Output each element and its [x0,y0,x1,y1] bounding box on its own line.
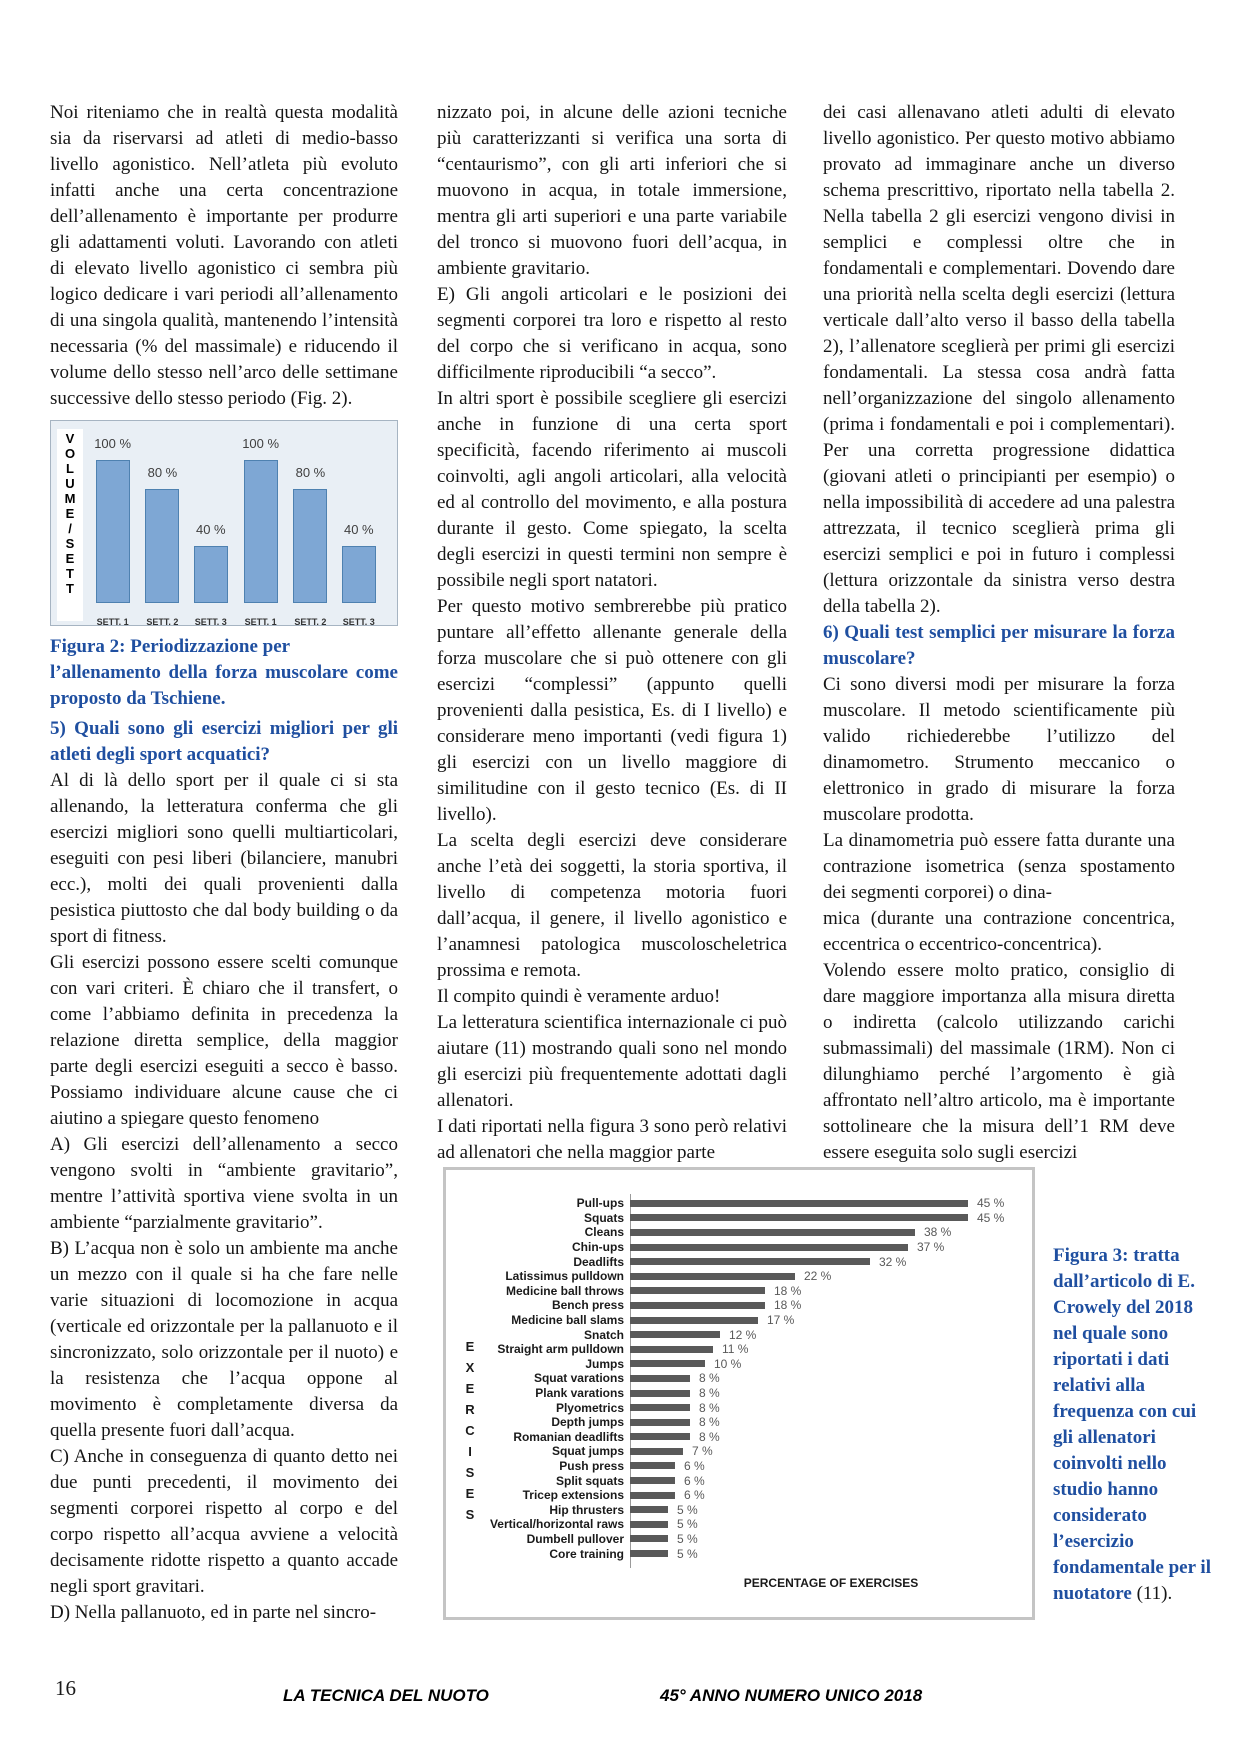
paragraph: C) Anche in conseguenza di quanto detto nei due punti precedenti, il movimento dei segmenti corporei rispetto al corpo e del corpo rispetto all’acqua avviene a velocità decisamente ridotte rispetto a quanto accade negli sport gravitari. [50,1446,398,1597]
bar-row [474,1211,1004,1226]
bar [630,1244,908,1251]
x-tick-label: SETT. 2 [294,617,327,627]
bar [630,1258,870,1265]
category-label: Squat jumps [551,1444,624,1459]
paragraph: A) Gli esercizi dell’allenamento a secco vengono svolti in “ambiente gravitario”, mentre l’attività sportiva viene svolta in un ambiente “parzialmente gravitario”. [50,1134,398,1233]
y-axis-letter: E [65,506,75,521]
bar-value-label: 38 % [924,1225,952,1240]
bar-row [474,1196,1004,1211]
y-axis-letter: E [65,551,75,566]
y-axis-letter: E [465,1339,475,1354]
bar-value-label: 40 % [195,522,226,537]
bar [630,1273,795,1280]
column-1 [50,100,398,1626]
footer-issue-info: 45° ANNO NUMERO UNICO 2018 [660,1686,923,1705]
column-2 [437,100,787,1166]
category-label: Depth jumps [551,1415,624,1430]
figure3-caption-text: Figura 3: tratta dall’articolo di E. Crowely del 2018 nel quale sono riportati i dati relativi alla frequenza con cui gli allenatori coinvolti nello studio hanno considerato l’esercizio fondamentale per il nuotatore [1053,1245,1211,1604]
bar-value-label: 37 % [917,1240,945,1255]
category-label: Latissimus pulldown [505,1269,624,1284]
page-number: 16 [55,1676,76,1700]
bar-value-label: 8 % [699,1429,720,1444]
bar [630,1506,668,1513]
bar-row [474,1269,1004,1284]
paragraph: La letteratura scientifica internazionale ci può aiutare (11) mostrando quali sono nel mondo gli esercizi più frequentemente adottati dagli allenatori. [437,1012,787,1111]
bar-value-label: 8 % [699,1386,720,1401]
bar-value-label: 6 % [684,1488,705,1503]
paragraph: Gli esercizi possono essere scelti comunque con vari criteri. È chiaro che il transfert, o come l’abbiamo definita in precedenza la relazione diretta semplice, della maggior parte degli esercizi eseguiti a secco è basso. Possiamo individuare alcune cause che ci aiutino a spiegare questo fenomeno [50,952,398,1129]
bar-value-label: 32 % [879,1254,907,1269]
x-tick-label: SETT. 1 [244,617,277,627]
bar-group [145,460,179,627]
x-tick-label: SETT. 1 [96,617,129,627]
figure3-rows [474,1196,1004,1561]
figure2-caption-rest: l’allenamento della forza muscolare come proposto da Tschiene. [50,662,398,709]
y-axis-letter: V [65,431,75,446]
category-label: Squat varations [533,1371,624,1386]
bar-row [474,1313,1004,1328]
paragraph: In altri sport è possibile scegliere gli esercizi anche in funzione di una certa sport specificità, facendo riferimento ai muscoli coinvolti, agli angoli articolari, alla velocità ed al controllo del movimento, e alla postura durante il gesto. Come spiegato, la scelta degli esercizi in questi termini non sempre è possibile negli sport natatori. [437,388,787,591]
x-tick-label: SETT. 3 [194,617,227,627]
x-tick-label: SETT. 2 [146,617,179,627]
category-label: Medicine ball slams [511,1313,624,1328]
bar-value-label: 7 % [692,1444,713,1459]
bar-value-label: 5 % [677,1531,698,1546]
bar-row [474,1444,1004,1459]
bar [630,1550,668,1557]
bar-row [474,1240,1004,1255]
paragraph: Noi riteniamo che in realtà questa modalità sia da riservarsi ad atleti di medio-basso livello agonistico. Nell’atleta più evoluto infatti anche una certa concentrazione dell’allenamento è importante per produrre gli adattamenti voluti. Lavorando con atleti di elevato livello agonistico ci sembra più logico dedicare i vari periodi all’allenamento di una singola qualità, mantenendo l’intensità necessaria (% del massimale) e riducendo il volume dello stesso nell’arco delle settimane successive dello stesso periodo (Fig. 2). [50,102,398,409]
category-label: Cleans [584,1225,624,1240]
figure2-y-axis-label [57,429,83,621]
category-label: Chin-ups [572,1240,624,1255]
bar [630,1462,675,1469]
bar-value-label: 11 % [722,1342,749,1357]
bar-value-label: 5 % [677,1502,698,1517]
paragraph: Volendo essere molto pratico, consiglio di dare maggiore importanza alla misura diretta o indiretta (calcolo utilizzando carichi submassimali) del massimale (1RM). Non ci dilunghiamo perché l’argomento è già affrontato nell’altro articolo, ma è importante sottolineare che la misura dell’1 RM deve essere eseguita solo sugli esercizi [823,960,1175,1163]
bar-value-label: 22 % [804,1269,832,1284]
bar-group [94,431,132,627]
y-axis-letter: R [465,1402,475,1417]
bar-row [474,1400,1004,1415]
bar [630,1346,713,1353]
bar-value-label: 8 % [699,1415,720,1430]
category-label: Push press [559,1458,624,1473]
bar-row [474,1254,1004,1269]
paragraph: mica (durante una contrazione concentrica, eccentrica o eccentrico-concentrica). [823,908,1175,955]
bar [630,1477,675,1484]
bar [630,1287,765,1294]
bar [244,460,278,603]
bar-row [474,1284,1004,1299]
bar-value-label: 18 % [774,1298,802,1313]
bar-value-label: 6 % [684,1473,705,1488]
bar-value-label: 17 % [767,1313,795,1328]
bar [630,1229,915,1236]
figure3-caption [1053,1243,1213,1607]
category-label: Core training [549,1546,624,1561]
bar-value-label: 40 % [343,522,374,537]
bar [630,1404,690,1411]
paragraph: D) Nella pallanuoto, ed in parte nel sincro- [50,1602,377,1623]
bar-group [293,460,327,627]
bar-value-label: 45 % [977,1210,1005,1225]
paragraph: E) Gli angoli articolari e le posizioni dei segmenti corporei tra loro e rispetto al resto del corpo che si verificano in acqua, sono difficilmente riproducibili “a secco”. [437,284,787,383]
paragraph: Il compito quindi è veramente arduo! [437,986,721,1007]
category-label: Plyometrics [555,1400,624,1415]
paragraph: nizzato poi, in alcune delle azioni tecniche più caratterizzanti si verifica una sorta di “centaurismo”, con gli arti inferiori che si muovono in acqua, in totale immersione, mentra gli arti superiori e una parte variabile del tronco si muovono fuori dell’acqua, in ambiente gravitario. [437,102,787,279]
bar [145,489,179,603]
bar-value-label: 8 % [699,1400,720,1415]
column-3 [823,100,1175,1166]
bar-row [474,1357,1004,1372]
y-axis-letter: S [465,1465,475,1480]
y-axis-letter: O [64,446,76,461]
y-axis-letter: X [465,1360,475,1375]
bar [630,1375,690,1382]
figure3-chart [443,1167,1035,1620]
bar-row [474,1517,1004,1532]
bar-value-label: 80 % [147,465,178,480]
bar-value-label: 6 % [684,1458,705,1473]
category-label: Plank varations [535,1386,624,1401]
footer-journal-title: LA TECNICA DEL NUOTO [283,1686,489,1705]
category-label: Dumbell pullover [526,1531,624,1546]
bar [630,1535,668,1542]
bar [293,489,327,603]
bar-row [474,1459,1004,1474]
y-axis-letter: / [68,521,72,536]
y-axis-letter: I [468,1444,472,1459]
figure2-chart [50,420,398,626]
section-heading-5: 5) Quali sono gli esercizi migliori per gli atleti degli sport acquatici? [50,718,398,765]
category-label: Jumps [585,1356,624,1371]
figure2-caption [50,634,398,712]
bar [630,1390,690,1397]
paragraph: I dati riportati nella figura 3 sono però relativi ad allenatori che nella maggior parte [437,1116,787,1163]
bar [342,546,376,603]
bar [96,460,130,603]
bar-value-label: 5 % [677,1546,698,1561]
paragraph: Ci sono diversi modi per misurare la forza muscolare. Il metodo scientificamente più valido richiederebbe l’utilizzo del dinamometro. Strumento meccanico o elettronico in grado di misurare la forza muscolare prodotta. [823,674,1175,825]
bar [630,1433,690,1440]
bar-row [474,1502,1004,1517]
y-axis-letter: U [65,476,75,491]
category-label: Vertical/horizontal raws [489,1517,624,1532]
paragraph: La scelta degli esercizi deve considerare anche l’età dei soggetti, la storia sportiva, il livello di competenza motoria fuori dall’acqua, il genere, il livello agonistico e l’anamnesi patologica muscoloscheletrica prossima e remota. [437,830,787,981]
category-label: Split squats [555,1473,624,1488]
category-label: Pull-ups [576,1196,624,1211]
y-axis-letter: C [465,1423,475,1438]
bar [630,1200,968,1207]
figure2-plot-area [83,429,387,627]
bar [630,1360,705,1367]
category-label: Straight arm pulldown [497,1342,624,1357]
paragraph: B) L’acqua non è solo un ambiente ma anche un mezzo con il quale si ha che fare nelle varie situazioni di locomozione in acqua (verticale ed orizzontale per la pallanuoto e il sincronizzato, solo orizzontale per il nuoto) e la resistenza che l’acqua oppone al movimento è completamente diversa da quella presente fuori dall’acqua. [50,1238,398,1441]
figure3-caption-reference: (11). [1131,1583,1173,1604]
figure2-caption-line1: Figura 2: Periodizzazione per [50,636,291,657]
bar-row [474,1430,1004,1445]
bar [630,1214,968,1221]
bar-value-label: 5 % [677,1517,698,1532]
bar-row [474,1415,1004,1430]
bar-row [474,1342,1004,1357]
paragraph: Al di là dello sport per il quale ci si sta allenando, la letteratura conferma che gli esercizi migliori sono quelli multiarticolari, eseguiti con pesi liberi (bilanciere, manubri ecc.), molti dei quali provenienti dalla pesistica piuttosto che dal body building o da sport di fitness. [50,770,398,947]
bar-row [474,1327,1004,1342]
paragraph: Per questo motivo sembrerebbe più pratico puntare all’effetto allenante generale della forza muscolare che si può ottenere con gli esercizi “complessi” (appunto quelli provenienti dalla pesistica, Es. di I livello) e considerare meno importanti (vedi figura 1) gli esercizi con un livello maggiore di similitudine con il gesto tecnico (Es. di II livello). [437,596,787,825]
bar-row [474,1473,1004,1488]
y-axis-letter: E [465,1381,475,1396]
category-label: Medicine ball throws [505,1283,624,1298]
bar-value-label: 100 % [94,436,132,451]
y-axis-letter: T [66,581,74,596]
bar-row [474,1532,1004,1547]
y-axis-letter: M [64,491,76,506]
category-label: Snatch [583,1327,624,1342]
bar-row [474,1488,1004,1503]
bar-row [474,1546,1004,1561]
bar [630,1419,690,1426]
bar-row [474,1386,1004,1401]
category-label: Hip thrusters [549,1502,624,1517]
category-label: Deadlifts [573,1254,624,1269]
bar-row [474,1371,1004,1386]
bar-value-label: 18 % [774,1283,802,1298]
bar-value-label: 10 % [714,1356,742,1371]
bar-value-label: 8 % [699,1371,720,1386]
bar-group [242,431,280,627]
bar-value-label: 12 % [729,1327,757,1342]
bar [630,1521,668,1528]
bar-row [474,1225,1004,1240]
paragraph: La dinamometria può essere fatta durante una contrazione isometrica (senza spostamento dei segmenti corporei) o dina- [823,830,1175,903]
x-tick-label: SETT. 3 [342,617,375,627]
bar [630,1317,758,1324]
category-label: Tricep extensions [522,1488,624,1503]
bar-value-label: 80 % [295,465,326,480]
category-label: Bench press [551,1298,624,1313]
bar-value-label: 100 % [242,436,280,451]
bar [630,1448,683,1455]
y-axis-letter: T [66,566,74,581]
paragraph: dei casi allenavano atleti adulti di elevato livello agonistico. Per questo motivo abbiamo provato ad immaginare anche un diverso schema prescrittivo, riportato nella tabella 2. Nella tabella 2 gli esercizi vengono divisi in semplici e complessi oltre che in fondamentali e complementari. Dovendo dare una priorità nella scelta degli esercizi (lettura verticale dall’alto verso il basso della tabella 2), l’allenatore sceglierà per primi gli esercizi fondamentali. La stessa cosa andrà fatta nell’organizzazione del singolo allenamento (prima i fondamentali e poi i complementari). Per una corretta progressione didattica (giovani atleti o principianti per esempio) o nella impossibilità di accedere ad una palestra attrezzata, il tecnico sceglierà prima gli esercizi semplici e poi in futuro i complessi (lettura orizzontale da sinistra verso destra della tabella 2). [823,102,1175,617]
category-label: Squats [583,1210,624,1225]
category-label: Romanian deadlifts [513,1429,624,1444]
y-axis-letter: S [465,1507,475,1522]
section-heading-6: 6) Quali test semplici per misurare la forza muscolare? [823,622,1175,669]
y-axis-letter: E [465,1486,475,1501]
bar [630,1492,675,1499]
bar-row [474,1298,1004,1313]
bar [630,1302,765,1309]
figure3-x-axis-label: PERCENTAGE OF EXERCISES [743,1576,919,1590]
bar-value-label: 45 % [977,1196,1005,1211]
y-axis-letter: L [66,461,74,476]
bar [630,1331,720,1338]
y-axis-letter: S [65,536,75,551]
bar [194,546,228,603]
bar-group [342,517,376,627]
bar-group [194,517,228,627]
